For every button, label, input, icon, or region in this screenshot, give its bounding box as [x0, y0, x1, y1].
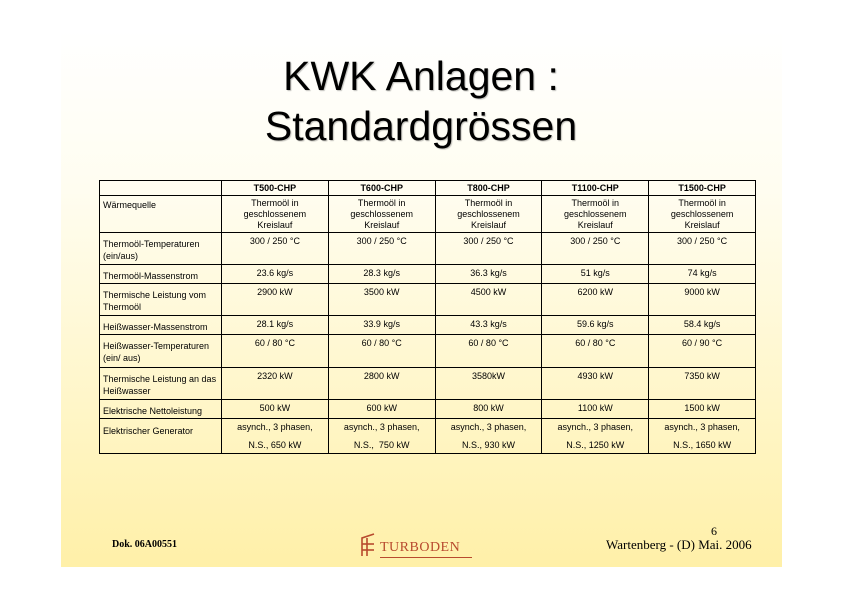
table-cell: 1500 kW — [649, 400, 756, 419]
cell-line: Kreislauf — [364, 220, 400, 230]
table-row — [100, 419, 756, 454]
table-row — [100, 316, 756, 335]
cell-line: geschlossenem — [350, 209, 413, 219]
table-row — [100, 368, 756, 400]
table-cell: 1100 kW — [542, 400, 649, 419]
cell-line: N.S., 750 kW — [353, 440, 410, 450]
row-label: Elektrischer Generator — [100, 419, 222, 454]
cell-line: geschlossenem — [564, 209, 627, 219]
table-cell: 36.3 kg/s — [435, 265, 542, 284]
table-cell — [435, 196, 542, 233]
table-cell: 3580kW — [435, 368, 542, 400]
table-cell: 51 kg/s — [542, 265, 649, 284]
turboden-logo — [360, 531, 480, 559]
cell-line: N.S., 650 kW — [248, 440, 302, 450]
table-cell: 3500 kW — [328, 284, 435, 316]
table-cell — [649, 196, 756, 233]
table-cell: 59.6 kg/s — [542, 316, 649, 335]
column-header: T600-CHP — [328, 181, 435, 196]
table-cell: 9000 kW — [649, 284, 756, 316]
table-cell — [542, 196, 649, 233]
table-cell: 60 / 80 °C — [328, 335, 435, 368]
table-header-row — [100, 181, 756, 196]
cell-line: Thermoöl in — [678, 198, 726, 208]
table-row — [100, 233, 756, 265]
table-header-corner — [100, 181, 222, 196]
table-cell: 2900 kW — [222, 284, 329, 316]
table-cell: 300 / 250 °C — [649, 233, 756, 265]
cell-line: Kreislauf — [257, 220, 293, 230]
cell-line: N.S., 1250 kW — [566, 440, 625, 450]
table-row — [100, 284, 756, 316]
cell-line: Kreislauf — [470, 220, 506, 230]
table-cell: 800 kW — [435, 400, 542, 419]
table-cell: 58.4 kg/s — [649, 316, 756, 335]
column-header: T1100-CHP — [542, 181, 649, 196]
table-row — [100, 335, 756, 368]
cell-line: geschlossenem — [670, 209, 734, 219]
table-cell: 74 kg/s — [649, 265, 756, 284]
table-cell: 28.3 kg/s — [328, 265, 435, 284]
column-header: T800-CHP — [435, 181, 542, 196]
table-cell — [649, 419, 756, 454]
table-cell: 2800 kW — [328, 368, 435, 400]
table-cell: 23.6 kg/s — [222, 265, 329, 284]
cell-line: N.S., 1650 kW — [673, 440, 732, 450]
slide-title-line1: KWK Anlagen : — [283, 53, 559, 99]
row-label: Heißwasser-Temperaturen (ein/ aus) — [100, 335, 222, 368]
cell-line: asynch., 3 phasen, — [557, 422, 634, 432]
document-number: Dok. 06A00551 — [112, 539, 178, 550]
table-cell: 60 / 90 °C — [649, 335, 756, 368]
cell-line: asynch., 3 phasen, — [450, 422, 527, 432]
spec-table — [99, 180, 756, 454]
table-cell: 300 / 250 °C — [435, 233, 542, 265]
table-cell: 300 / 250 °C — [542, 233, 649, 265]
table-cell — [435, 419, 542, 454]
table-cell — [222, 196, 329, 233]
cell-line: Thermoöl in — [464, 198, 513, 208]
cell-line: asynch., 3 phasen, — [237, 422, 313, 432]
logo-text: TURBODEN — [380, 540, 461, 555]
table-cell: 28.1 kg/s — [222, 316, 329, 335]
row-label: Thermoöl-Temperaturen (ein/aus) — [100, 233, 222, 265]
table-cell: 6200 kW — [542, 284, 649, 316]
table-cell: 2320 kW — [222, 368, 329, 400]
table-cell: 60 / 80 °C — [435, 335, 542, 368]
column-header: T1500-CHP — [649, 181, 756, 196]
table-cell — [328, 196, 435, 233]
row-label: Thermische Leistung vom Thermoöl — [100, 284, 222, 316]
row-label: Elektrische Nettoleistung — [100, 400, 222, 419]
table-cell: 300 / 250 °C — [328, 233, 435, 265]
table-cell: 60 / 80 °C — [222, 335, 329, 368]
slide-title-line2: Standardgrössen — [264, 103, 578, 149]
row-label: Heißwasser-Massenstrom — [100, 316, 222, 335]
table-cell — [542, 419, 649, 454]
table-cell: 60 / 80 °C — [542, 335, 649, 368]
table-cell: 43.3 kg/s — [435, 316, 542, 335]
table-cell: 7350 kW — [649, 368, 756, 400]
table-row — [100, 196, 756, 233]
cell-line: geschlossenem — [457, 209, 520, 219]
cell-line: geschlossenem — [243, 209, 307, 219]
logo-underline — [380, 557, 472, 558]
cell-line: N.S., 930 kW — [461, 440, 515, 450]
page-number: 6 — [711, 524, 717, 538]
table-cell: 33.9 kg/s — [328, 316, 435, 335]
table-row — [100, 265, 756, 284]
cell-line: Kreislauf — [684, 220, 720, 230]
row-label: Wärmequelle — [100, 196, 222, 233]
table-cell — [222, 419, 329, 454]
cell-line: asynch., 3 phasen, — [343, 422, 420, 432]
cell-line: Thermoöl in — [571, 198, 620, 208]
row-label: Thermoöl-Massenstrom — [100, 265, 222, 284]
cell-line: Thermoöl in — [357, 198, 406, 208]
table-row — [100, 400, 756, 419]
table-cell: 300 / 250 °C — [222, 233, 329, 265]
column-header: T500-CHP — [222, 181, 329, 196]
cell-line: Kreislauf — [577, 220, 613, 230]
cell-line: Thermoöl in — [251, 198, 299, 208]
table-cell: 600 kW — [328, 400, 435, 419]
table-cell: 4930 kW — [542, 368, 649, 400]
row-label: Thermische Leistung an das Heißwasser — [100, 368, 222, 400]
table-cell: 4500 kW — [435, 284, 542, 316]
location-date: Wartenberg - (D) Mai. 2006 — [606, 537, 752, 552]
cell-line: asynch., 3 phasen, — [664, 422, 740, 432]
table-cell: 500 kW — [222, 400, 329, 419]
table-cell — [328, 419, 435, 454]
turboden-logo-icon — [360, 532, 378, 558]
